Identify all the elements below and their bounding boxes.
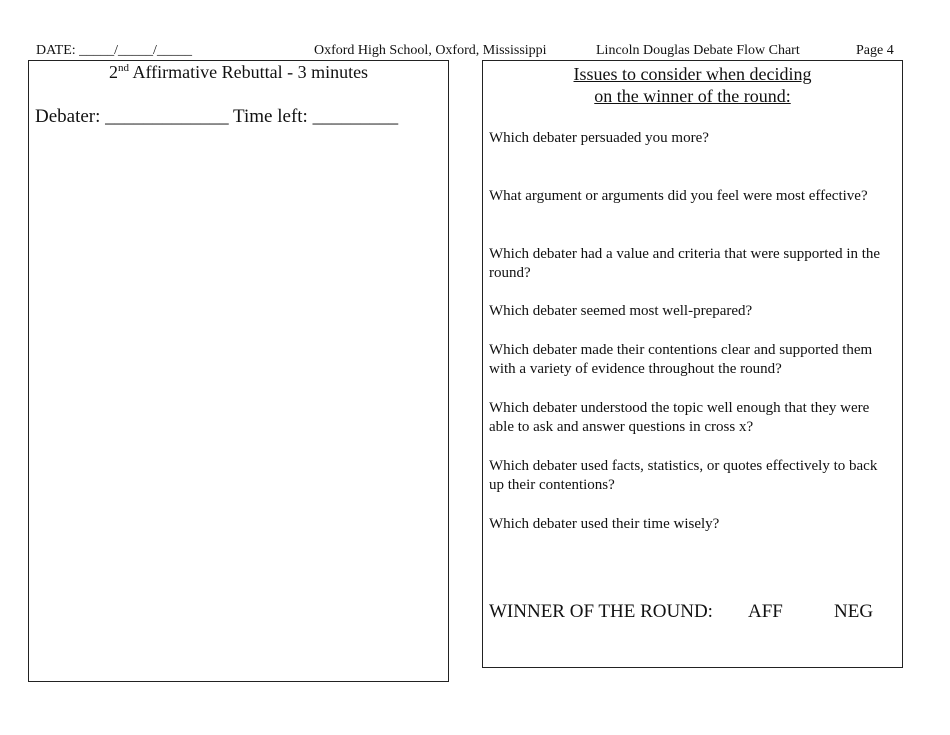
issues-title xyxy=(483,63,902,107)
question-item: Which debater made their contentions clear and supported them with a variety of evidence throughout the round? xyxy=(489,342,873,377)
question-item: Which debater used their time wisely? xyxy=(489,516,720,532)
question-item: Which debater persuaded you more? xyxy=(489,130,709,146)
school-name: Oxford High School, Oxford, Mississippi xyxy=(314,43,547,58)
judging-issues-box xyxy=(482,60,903,668)
chart-title: Lincoln Douglas Debate Flow Chart xyxy=(596,43,800,58)
question-item: Which debater seemed most well-prepared? xyxy=(489,303,753,319)
question-item: Which debater had a value and criteria that were supported in the round? xyxy=(489,246,881,281)
neg-option: NEG xyxy=(834,601,874,622)
issues-title-line-1: Issues to consider when deciding xyxy=(573,64,812,84)
debater-time-line: Debater: _____________ Time left: _________ xyxy=(35,106,399,127)
question-item: Which debater understood the topic well enough that they were able to ask and answer questions in cross x? xyxy=(489,400,870,435)
rebuttal-title xyxy=(29,62,448,83)
question-item: Which debater used facts, statistics, or quotes effectively to back up their contentions? xyxy=(489,458,878,493)
question-item: What argument or arguments did you feel were most effective? xyxy=(489,188,868,204)
winner-label: WINNER OF THE ROUND: xyxy=(489,601,713,622)
rebuttal-ordinal-suffix: nd xyxy=(117,62,129,74)
rebuttal-flow-box xyxy=(28,60,449,682)
rebuttal-title-text: Affirmative Rebuttal - 3 minutes xyxy=(128,62,369,82)
date-field: DATE: _____/_____/_____ xyxy=(36,43,192,58)
aff-option: AFF xyxy=(748,601,783,622)
rebuttal-number: 2 xyxy=(108,62,118,82)
issues-title-line-2: on the winner of the round: xyxy=(594,86,791,106)
page-number: Page 4 xyxy=(856,43,894,58)
